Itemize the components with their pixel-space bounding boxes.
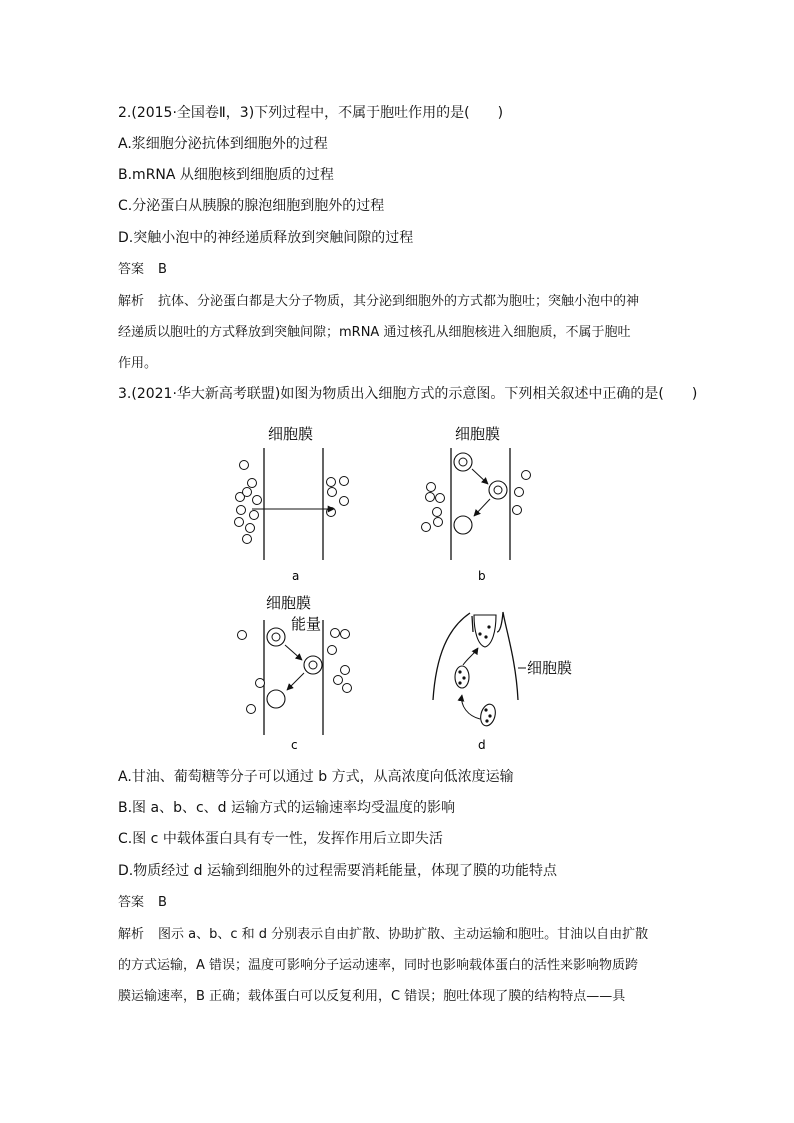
q3-explanation-line-2: 的方式运输，A 错误；温度可影响分子运动速率，同时也影响载体蛋白的活性来影响物质跨 bbox=[118, 958, 639, 973]
q3-answer bbox=[118, 893, 167, 913]
q2-answer-label: 答案 bbox=[118, 262, 145, 277]
q3-explanation-line-1: 解析 图示 a、b、c 和 d 分别表示自由扩散、协助扩散、主动运输和胞吐。甘油以自由扩散 bbox=[118, 927, 649, 942]
panel-d-exocytosis-pocket bbox=[474, 615, 496, 647]
q3-answer-value: B bbox=[158, 895, 167, 910]
q2-option-a: A.浆细胞分泌抗体到细胞外的过程 bbox=[118, 136, 328, 152]
panel-b-diagram bbox=[422, 425, 531, 583]
q2-explanation-line-2: 经递质以胞吐的方式释放到突触间隙；mRNA 通过核孔从细胞核进入细胞质，不属于胞吐 bbox=[118, 325, 631, 340]
panel-d-arrow-lower bbox=[462, 695, 480, 719]
q2-option-d: D.突触小泡中的神经递质释放到突触间隙的过程 bbox=[118, 230, 414, 246]
panel-c-energy-label: 能量 bbox=[291, 615, 322, 633]
panel-c-arrow-1 bbox=[285, 645, 302, 660]
panel-a-molecules bbox=[235, 461, 349, 544]
panel-c-diagram bbox=[238, 594, 352, 752]
panel-c-membrane-label: 细胞膜 bbox=[266, 594, 312, 612]
q2-answer-value: B bbox=[158, 262, 167, 277]
panel-d-label: d bbox=[478, 738, 486, 752]
q2-option-b: B.mRNA 从细胞核到细胞质的过程 bbox=[118, 167, 334, 183]
q2-explanation-label: 解析 bbox=[118, 294, 145, 309]
panel-b-arrow-2 bbox=[474, 499, 490, 516]
panel-c-label: c bbox=[291, 738, 298, 752]
q3-option-b: B.图 a、b、c、d 运输方式的运输速率均受温度的影响 bbox=[118, 800, 456, 816]
panel-b-molecules bbox=[422, 471, 531, 532]
panel-a-diagram bbox=[235, 425, 349, 583]
panel-c-molecules bbox=[238, 629, 352, 714]
panel-b-carrier-protein bbox=[454, 453, 507, 534]
q3-explanation-line-3: 膜运输速率，B 正确；载体蛋白可以反复利用，C 错误；胞吐体现了膜的结构特点——具 bbox=[118, 989, 626, 1004]
q2-option-c: C.分泌蛋白从胰腺的腺泡细胞到胞外的过程 bbox=[118, 198, 385, 214]
q3-option-d: D.物质经过 d 运输到细胞外的过程需要消耗能量，体现了膜的功能特点 bbox=[118, 863, 558, 879]
panel-a-label: a bbox=[292, 569, 300, 583]
q2-explanation-line-3: 作用。 bbox=[118, 356, 158, 371]
panel-d-arrow-upper bbox=[463, 648, 478, 665]
q3-answer-label: 答案 bbox=[118, 895, 145, 910]
panel-d-vesicle-lower bbox=[478, 703, 497, 728]
panel-d-membrane-label: 细胞膜 bbox=[527, 659, 573, 677]
panel-a-membrane-label: 细胞膜 bbox=[268, 425, 314, 443]
panel-b-membrane-label: 细胞膜 bbox=[455, 425, 501, 443]
panel-b-label: b bbox=[478, 569, 486, 583]
q3-stem: 3.(2021·华大新高考联盟)如图为物质出入细胞方式的示意图。下列相关叙述中正确的是( ) bbox=[118, 386, 698, 402]
panel-c-carrier-protein bbox=[267, 628, 322, 708]
q3-option-c: C.图 c 中载体蛋白具有专一性，发挥作用后立即失活 bbox=[118, 831, 443, 847]
panel-d-diagram bbox=[433, 612, 572, 752]
q3-explanation-label: 解析 bbox=[118, 927, 145, 942]
panel-d-vesicle-upper bbox=[455, 666, 469, 688]
q2-explanation-line-1: 解析 抗体、分泌蛋白都是大分子物质，其分泌到细胞外的方式都为胞吐；突触小泡中的神 bbox=[118, 294, 640, 309]
panel-c-arrow-2 bbox=[287, 673, 304, 690]
q2-stem: 2.(2015·全国卷Ⅱ，3)下列过程中，不属于胞吐作用的是( ) bbox=[118, 105, 504, 121]
q3-option-a: A.甘油、葡萄糖等分子可以通过 b 方式，从高浓度向低浓度运输 bbox=[118, 769, 514, 785]
q3-explanation bbox=[118, 919, 678, 1012]
panel-b-arrow-1 bbox=[472, 469, 488, 484]
